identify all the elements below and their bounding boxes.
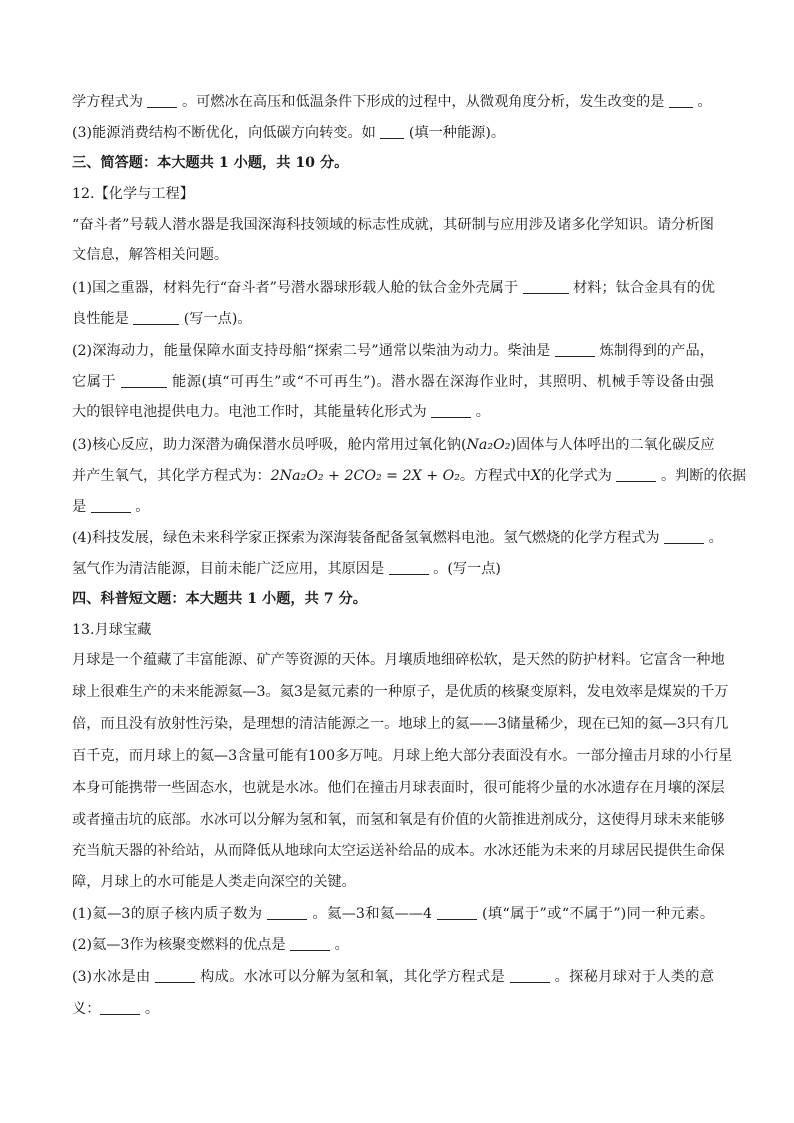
- answer-blank[interactable]: [155, 968, 195, 983]
- text-run: 大的银锌电池提供电力。电池工作时，其能量转化形式为: [72, 404, 432, 420]
- text-run: 。判断的依据: [656, 468, 747, 484]
- text-run: 学方程式为: [72, 94, 148, 110]
- text-run: 的化学式为: [540, 468, 617, 484]
- text-line: [72, 435, 714, 455]
- text-run: (3)核心反应，助力深潜为确保潜水员呼吸，舱内常用过氧化钠(: [72, 437, 467, 453]
- text-run: (填一种能源)。: [404, 125, 506, 141]
- answer-blank[interactable]: [510, 968, 550, 983]
- text-line: [72, 123, 714, 143]
- text-line: [72, 215, 714, 235]
- text-line: [72, 778, 725, 798]
- text-run: 充当航天器的补给站，从而降低从地球向太空运送补给品的成本。水冰还能为未来的月球居民提供生命保: [72, 843, 725, 859]
- text-run: “奋斗者”号载人潜水器是我国深海科技领域的标志性成就，其研制与应用涉及诸多化学知识。请分析图: [72, 217, 714, 233]
- text-run: 。: [704, 530, 723, 546]
- text-run: 。: [692, 94, 712, 110]
- text-run: 氢气作为清洁能源，目前未能广泛应用，其原因是: [72, 561, 389, 577]
- answer-blank[interactable]: [290, 936, 330, 951]
- answer-blank[interactable]: [437, 905, 477, 920]
- text-run: 炼制得到的产品，: [595, 343, 714, 359]
- text-run: (3)水冰是由: [72, 969, 156, 985]
- answer-blank[interactable]: [147, 93, 177, 108]
- text-line: [72, 528, 723, 548]
- text-run: 或者撞击坑的底部。水冰可以分解为氢和氧，而氢和氧是有价值的火箭推进剂成分，这使得月球未来能够: [72, 812, 725, 828]
- text-run: (2)深海动力，能量保障水面支持母船“探索二号”通常以柴油为动力。柴油是: [72, 343, 556, 359]
- text-run: (写一点)。: [179, 311, 252, 327]
- text-run: 是: [72, 499, 91, 515]
- answer-blank[interactable]: [669, 93, 693, 108]
- text-line: [72, 872, 714, 892]
- answer-blank[interactable]: [121, 373, 167, 388]
- text-run: 三、简答题：本大题共 1 小题，共 10 分。: [72, 155, 349, 171]
- text-line: [72, 810, 725, 830]
- text-line: [72, 559, 714, 579]
- answer-blank[interactable]: [555, 342, 595, 357]
- text-line: [72, 620, 714, 640]
- text-run: (4)科技发展，绿色未来科学家正探索为深海装备配备氢氧燃料电池。氢气燃烧的化学方程式为: [72, 530, 665, 546]
- text-run: 月球是一个蕴藏了丰富能源、矿产等资源的天体。月壤质地细碎松软，是天然的防护材料。它富含一种地: [72, 652, 725, 668]
- text-run: 。: [330, 937, 349, 953]
- answer-blank[interactable]: [523, 279, 569, 294]
- text-run: 。方程式中: [459, 468, 531, 484]
- text-run: 良性能是: [72, 311, 134, 327]
- text-line: [72, 245, 714, 265]
- text-run: 并产生氧气，其化学方程式为：: [72, 468, 271, 484]
- text-run: 12.【化学与工程】: [72, 186, 194, 202]
- text-line: [72, 309, 714, 329]
- section-heading: [72, 153, 714, 173]
- math-formula: X: [530, 468, 541, 484]
- text-line: [72, 92, 714, 112]
- text-line: [72, 650, 725, 670]
- answer-blank[interactable]: [664, 529, 704, 544]
- text-line: [72, 841, 725, 861]
- text-run: 。: [130, 499, 150, 515]
- answer-blank[interactable]: [91, 498, 131, 513]
- text-run: 材料；钛合金具有的优: [568, 280, 715, 296]
- text-run: 百千克，而月球上的氦—3含量可能有100多万吨。月球上绝大部分表面没有水。一部分撞击月球的小行星: [72, 748, 733, 764]
- text-run: 构成。水冰可以分解为氢和氧，其化学方程式是: [195, 969, 510, 985]
- math-formula: 2Na₂O₂ + 2CO₂ = 2X + O₂: [270, 468, 460, 484]
- text-run: 。: [471, 404, 490, 420]
- text-line: [72, 935, 714, 955]
- text-run: 球上很难生产的未来能源氦—3。氦3是氦元素的一种原子，是优质的核聚变原料，发电效率是煤炭的千万: [72, 684, 729, 700]
- answer-blank[interactable]: [431, 403, 471, 418]
- answer-blank[interactable]: [133, 310, 179, 325]
- text-line: [72, 372, 714, 392]
- answer-blank[interactable]: [380, 124, 404, 139]
- text-line: [72, 402, 714, 422]
- answer-blank[interactable]: [100, 1000, 140, 1015]
- text-run: 障，月球上的水可能是人类走向深空的关键。: [72, 874, 356, 890]
- text-line: [72, 714, 729, 734]
- text-line: [72, 341, 714, 361]
- text-run: 它属于: [72, 374, 122, 390]
- text-run: 。: [140, 1001, 160, 1017]
- text-line: [72, 278, 714, 298]
- text-run: 13.月球宝藏: [72, 622, 152, 638]
- text-run: 。(写一点): [428, 561, 501, 577]
- text-line: [72, 682, 729, 702]
- text-run: (1)国之重器，材料先行“奋斗者”号潜水器球形载人舱的钛合金外壳属于: [72, 280, 523, 296]
- text-run: (2)氦—3作为核聚变燃料的优点是: [72, 937, 291, 953]
- text-run: )固体与人体呼出的二氧化碳反应: [510, 437, 715, 453]
- text-run: 文信息，解答相关问题。: [72, 247, 229, 263]
- text-run: (3)能源消费结构不断优化，向低碳方向转变。如: [72, 125, 381, 141]
- text-run: 义：: [72, 1001, 101, 1017]
- answer-blank[interactable]: [389, 560, 429, 575]
- text-line: [72, 967, 714, 987]
- text-run: 。氦—3和氦——4: [307, 906, 437, 922]
- text-run: 。探秘月球对于人类的意: [549, 969, 715, 985]
- answer-blank[interactable]: [267, 905, 307, 920]
- answer-blank[interactable]: [616, 467, 656, 482]
- section-heading: [72, 589, 714, 609]
- text-line: [72, 497, 714, 517]
- text-line: [72, 746, 733, 766]
- text-run: 本身可能携带一些固态水，也就是水冰。他们在撞击月球表面时，很可能将少量的水冰遗存在月壤的深层: [72, 780, 725, 796]
- math-formula: Na₂O₂: [466, 437, 511, 453]
- text-line: [72, 184, 714, 204]
- text-run: 倍，而且没有放射性污染，是理想的清洁能源之一。地球上的氦——3储量稀少，现在已知的氦—3只有几: [72, 716, 729, 732]
- text-run: 。可燃冰在高压和低温条件下形成的过程中，从微观角度分析，发生改变的是: [177, 94, 669, 110]
- text-run: 能源(填“可再生”或“不可再生”)。潜水器在深海作业时，其照明、机械手等设备由强: [167, 374, 714, 390]
- text-run: 四、科普短文题：本大题共 1 小题，共 7 分。: [72, 591, 367, 607]
- text-run: (1)氦—3的原子核内质子数为: [72, 906, 268, 922]
- text-line: [72, 904, 714, 924]
- text-line: [72, 999, 714, 1019]
- text-run: (填“属于”或“不属于”)同一种元素。: [476, 906, 715, 922]
- text-line: [72, 466, 747, 486]
